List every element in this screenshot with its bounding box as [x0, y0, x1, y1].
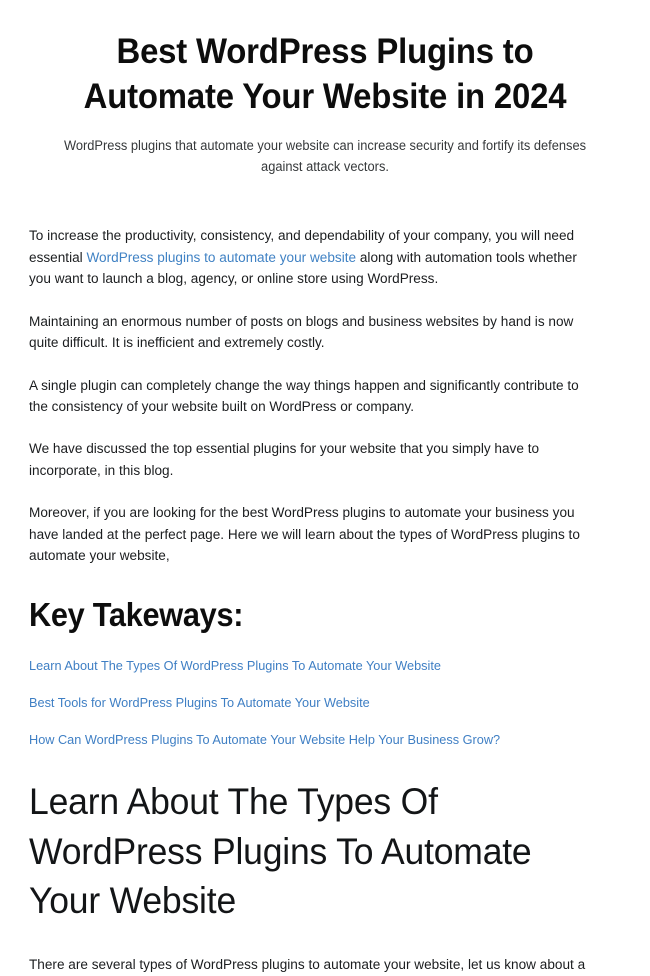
takeaway-link-2[interactable]: Best Tools for WordPress Plugins To Automate Your Website	[29, 695, 370, 711]
intro-paragraph-1-text-before: To increase the productivity, consistency, and dependability of your company, you will need essential	[29, 227, 575, 265]
intro-paragraph-5: Moreover, if you are looking for the best WordPress plugins to automate your business you have landed at the perfect page. Here we will learn about the types of WordPress plugins to automate your website,	[29, 504, 580, 564]
list-item	[29, 694, 621, 712]
section-body	[29, 954, 621, 975]
takeaway-link-1[interactable]: Learn About The Types Of WordPress Plugins To Automate Your Website	[29, 658, 441, 674]
wordpress-plugins-inline-link[interactable]: WordPress plugins to automate your website	[86, 248, 357, 265]
article-intro	[29, 225, 621, 566]
intro-paragraph-1	[29, 225, 600, 289]
list-item	[29, 657, 621, 675]
intro-paragraph-1-text-after: along with automation tools whether you want to launch a blog, agency, or online store using WordPress.	[29, 248, 577, 287]
intro-paragraph-4: We have discussed the top essential plugins for your website that you simply have to incorporate, in this blog.	[29, 440, 540, 478]
article-deck: WordPress plugins that automate your website can increase security and fortify its defenses against attack vectors.	[63, 137, 587, 175]
intro-paragraph-2: Maintaining an enormous number of posts on blogs and business websites by hand is now quite difficult. It is inefficient and extremely costly.	[29, 312, 574, 351]
key-takeaways-list	[29, 657, 621, 749]
section-paragraph-1: There are several types of WordPress plugins to automate your website, let us know about a	[29, 956, 586, 973]
list-item	[29, 731, 621, 749]
takeaway-link-3[interactable]: How Can WordPress Plugins To Automate Your Website Help Your Business Grow?	[29, 732, 501, 748]
section-heading-types-of-plugins: Learn About The Types Of WordPress Plugins To Automate Your Website	[29, 781, 532, 921]
intro-paragraph-3: A single plugin can completely change the way things happen and significantly contribute to the consistency of your website built on WordPress or company.	[29, 376, 579, 414]
page-title: Best WordPress Plugins to Automate Your Website in 2024	[83, 32, 567, 116]
key-takeaways-heading: Key Takeways:	[29, 595, 244, 633]
